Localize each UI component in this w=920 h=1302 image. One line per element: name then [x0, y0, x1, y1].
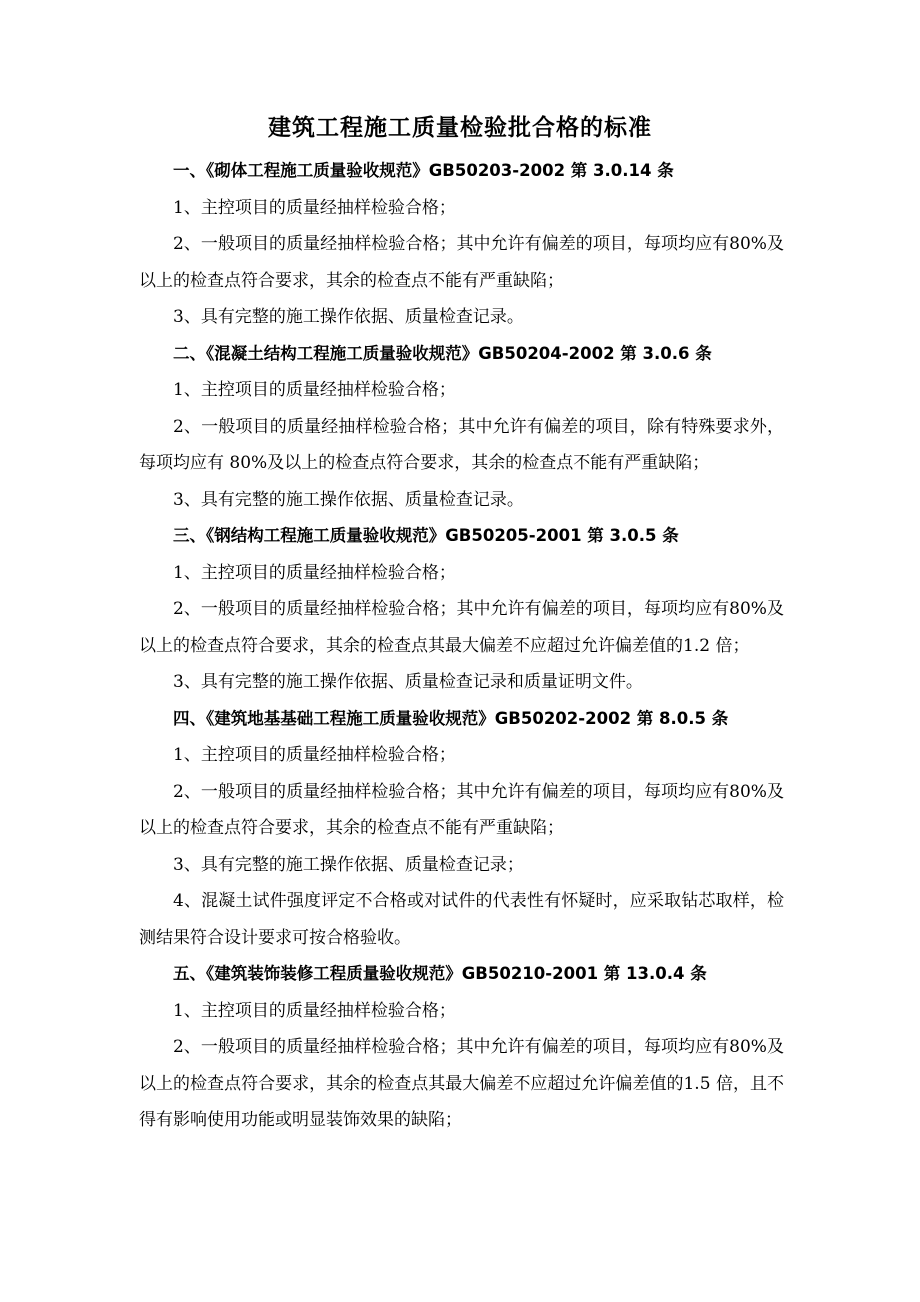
section-item: 2、一般项目的质量经抽样检验合格；其中允许有偏差的项目，每项均应有80%及以上的检查点符合要求，其余的检查点其最大偏差不应超过允许偏差值的1.5 倍，且不得有影响使用功能或明显装饰效果的缺陷；	[139, 1037, 784, 1130]
section-3	[139, 518, 784, 701]
document-title: 建筑工程施工质量检验批合格的标准	[268, 115, 652, 141]
section-4	[139, 701, 784, 957]
section-item: 3、具有完整的施工操作依据、质量检查记录和质量证明文件。	[173, 672, 643, 692]
section-heading: 四、《建筑地基基础工程施工质量验收规范》GB50202-2002 第 8.0.5 条	[173, 708, 729, 728]
section-item: 3、具有完整的施工操作依据、质量检查记录；	[173, 854, 524, 875]
section-item: 1、主控项目的质量经抽样检验合格；	[173, 745, 456, 765]
section-item: 2、一般项目的质量经抽样检验合格；其中允许有偏差的项目，每项均应有80%及以上的检查点符合要求，其余的检查点其最大偏差不应超过允许偏差值的1.2 倍；	[139, 599, 784, 656]
section-item: 1、主控项目的质量经抽样检验合格；	[173, 562, 456, 583]
section-item: 2、一般项目的质量经抽样检验合格；其中允许有偏差的项目，每项均应有80%及以上的检查点符合要求，其余的检查点不能有严重缺陷；	[139, 781, 784, 838]
section-item: 1、主控项目的质量经抽样检验合格；	[173, 1000, 456, 1021]
section-1	[139, 153, 784, 336]
section-5	[139, 956, 784, 1139]
section-item: 2、一般项目的质量经抽样检验合格；其中允许有偏差的项目，每项均应有80%及以上的检查点符合要求，其余的检查点不能有严重缺陷；	[139, 234, 784, 291]
section-item: 3、具有完整的施工操作依据、质量检查记录。	[173, 307, 524, 327]
section-item: 3、具有完整的施工操作依据、质量检查记录。	[173, 489, 524, 510]
section-heading: 二、《混凝土结构工程施工质量验收规范》GB50204-2002 第 3.0.6 条	[173, 343, 712, 363]
document-body	[139, 153, 784, 1139]
section-2	[139, 336, 784, 519]
section-item: 4、混凝土试件强度评定不合格或对试件的代表性有怀疑时，应采取钻芯取样，检测结果符合设计要求可按合格验收。	[139, 891, 784, 948]
section-heading: 一、《砌体工程施工质量验收规范》GB50203-2002 第 3.0.14 条	[173, 161, 674, 180]
section-item: 2、一般项目的质量经抽样检验合格；其中允许有偏差的项目，除有特殊要求外，每项均应有 80%及以上的检查点符合要求，其余的检查点不能有严重缺陷；	[139, 416, 784, 473]
section-heading: 五、《建筑装饰装修工程质量验收规范》GB50210-2001 第 13.0.4 条	[173, 964, 707, 983]
section-heading: 三、《钢结构工程施工质量验收规范》GB50205-2001 第 3.0.5 条	[173, 526, 679, 545]
section-item: 1、主控项目的质量经抽样检验合格；	[173, 197, 456, 218]
section-item: 1、主控项目的质量经抽样检验合格；	[173, 380, 456, 400]
